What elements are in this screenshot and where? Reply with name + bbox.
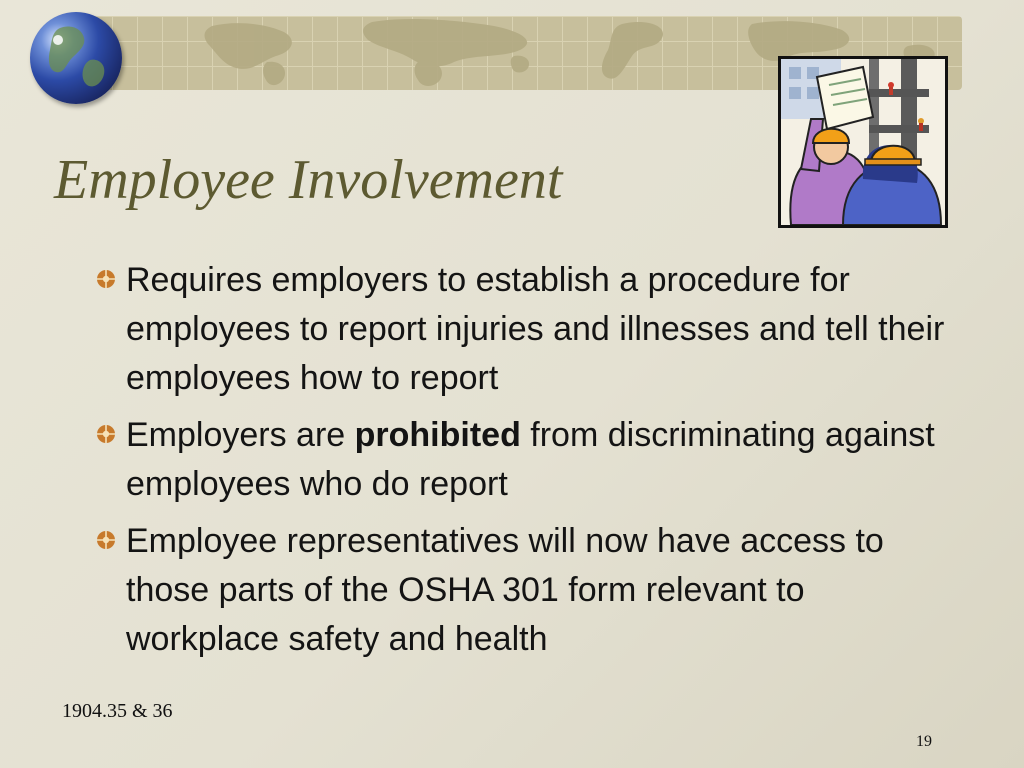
bullet-list: [90, 256, 950, 672]
bullet-text: Requires employers to establish a procedure for employees to report injuries and illnesses and tell their employees how to report: [126, 261, 945, 397]
page-number: 19: [916, 733, 932, 750]
bullet-text-emphasis: prohibited: [354, 416, 521, 454]
regulation-reference: 1904.35 & 36: [62, 700, 173, 722]
bullet-text-before: Employers are: [126, 416, 355, 454]
bullet-item: [90, 517, 950, 664]
bullet-text: Employee representatives will now have access to those parts of the OSHA 301 form relevant to workplace safety and health: [126, 522, 884, 658]
construction-workers-clipart: [778, 56, 948, 228]
bullet-compass-icon: [96, 530, 116, 550]
slide-title: Employee Involvement: [54, 149, 563, 211]
bullet-item: [90, 256, 950, 403]
bullet-compass-icon: [96, 269, 116, 289]
bullet-item: [90, 411, 950, 509]
bullet-compass-icon: [96, 424, 116, 444]
globe-icon: [30, 12, 122, 104]
bullet-text-after: from discriminating against employees who do report: [126, 416, 935, 503]
